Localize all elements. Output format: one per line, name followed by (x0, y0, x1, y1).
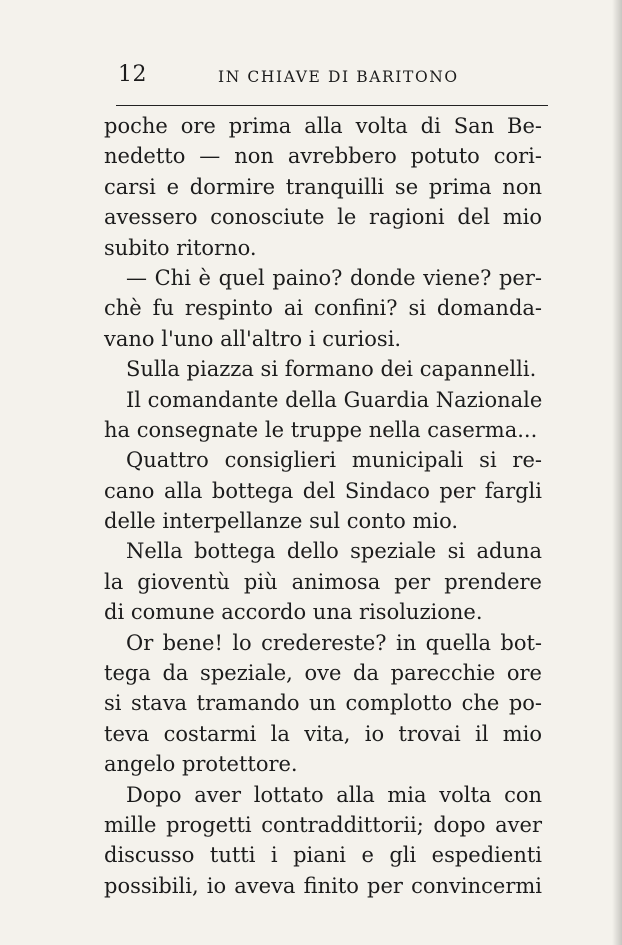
header-rule (116, 105, 548, 106)
text-line: mille progetti contraddittorii; dopo aver (104, 812, 542, 837)
text-line: — Chi è quel paino? donde viene? per- (126, 265, 542, 290)
text-line: Il comandante della Guardia Nazionale (126, 387, 543, 412)
text-line: Nella bottega dello speziale si aduna (126, 539, 542, 564)
text-line: cano alla bottega del Sindaco per fargli (104, 478, 542, 503)
text-line: Sulla piazza si formano dei capannelli. (126, 357, 537, 382)
text-line: tega da speziale, ove da parecchie ore (104, 661, 542, 686)
text-line: si stava tramando un complotto che po- (104, 691, 542, 716)
text-line: discusso tutti i piani e gli espedienti (104, 843, 542, 868)
running-title: IN CHIAVE DI BARITONO (218, 68, 459, 86)
text-line: delle interpellanze sul conto mio. (104, 509, 459, 534)
text-line: possibili, io aveva finito per convincermi (104, 873, 542, 898)
text-line: ha consegnate le truppe nella caserma... (104, 417, 538, 442)
text-line: subito ritorno. (104, 235, 257, 260)
text-line: vano l'uno all'altro i curiosi. (104, 326, 402, 351)
text-line: di comune accordo una risoluzione. (104, 600, 483, 625)
text-line: Or bene! lo credereste? in quella bot- (126, 630, 542, 655)
text-line: Dopo aver lottato alla mia volta con (126, 782, 542, 807)
text-line: nedetto — non avrebbero potuto cori- (104, 144, 542, 169)
text-line: chè fu respinto ai confini? si domanda- (104, 296, 542, 321)
page-edge-shadow (612, 0, 622, 945)
body-text (104, 111, 542, 901)
page-number: 12 (118, 62, 147, 87)
text-line: carsi e dormire tranquilli se prima non (104, 174, 542, 199)
text-line: angelo protettore. (104, 752, 298, 777)
text-line: teva costarmi la vita, io trovai il mio (104, 721, 542, 746)
text-line: Quattro consiglieri municipali si re- (126, 448, 542, 473)
page-header (118, 62, 546, 96)
text-line: poche ore prima alla volta di San Be- (104, 114, 542, 138)
text-line: la gioventù più animosa per prendere (104, 569, 542, 594)
text-line: avessero conosciute le ragioni del mio (104, 205, 542, 230)
